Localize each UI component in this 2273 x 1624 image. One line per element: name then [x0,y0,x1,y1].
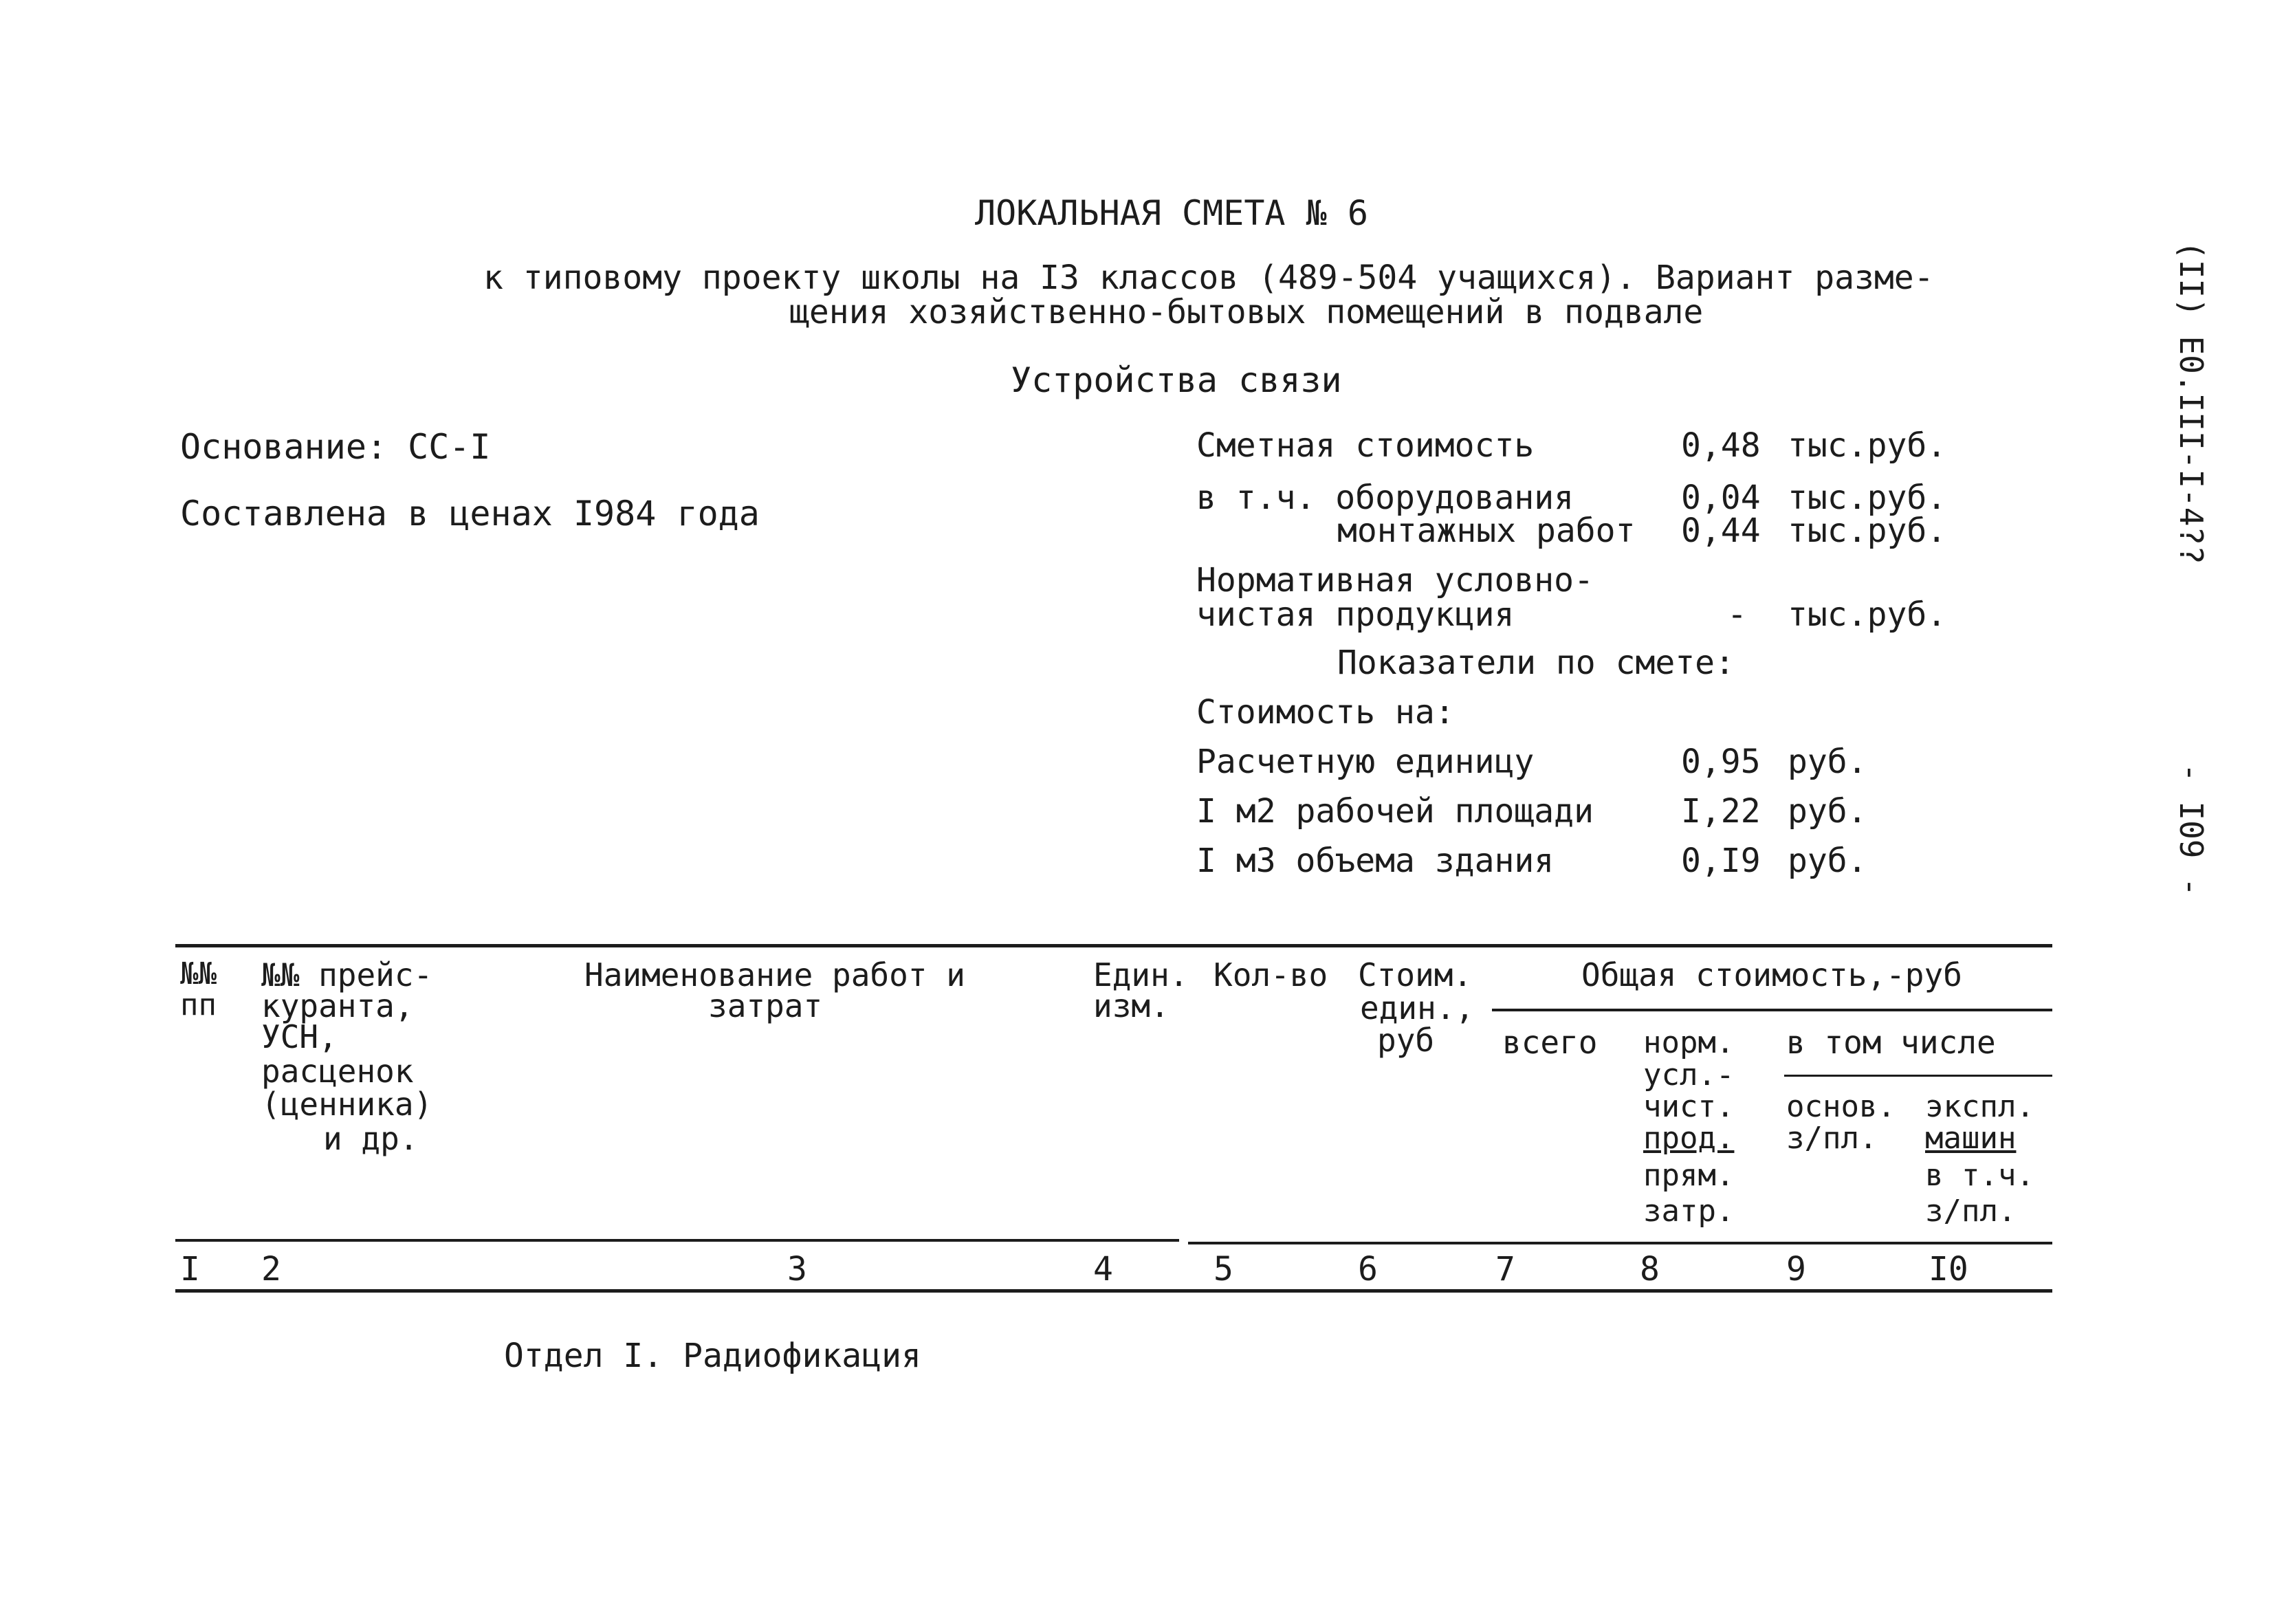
column-number-8: 8 [1640,1250,1660,1288]
section-title-radiofication: Отдел I. Радиофикация [504,1337,921,1375]
col4-header-line1: Един. [1093,956,1189,994]
col9-header-line2: з/пл. [1786,1121,1878,1156]
col2-header-line2: куранта, [261,987,414,1024]
column-number-5: 5 [1214,1250,1233,1288]
column-number-9: 9 [1786,1250,1806,1288]
col10-header-line4: з/пл. [1925,1194,2017,1229]
normative-unit: тыс.руб. [1788,595,1947,634]
installation-unit: тыс.руб. [1788,512,1947,550]
col2-header-line3: УСН, [261,1018,338,1055]
indicator-label-unit: Расчетную единицу [1196,743,1535,781]
col3-header-line1: Наименование работ и [584,956,965,994]
estimated-cost-unit: тыс.руб. [1788,426,1947,465]
col9-header-line1: основ. [1786,1089,1896,1124]
col5-header: Кол-во [1214,956,1328,994]
numbers-top-rule-left [175,1239,1179,1242]
prices-label: Составлена в ценах I984 года [180,494,760,534]
installation-value: 0,44 [1681,512,1761,550]
indicator-label-volume: I м3 объема здания [1196,842,1555,880]
col2-header-line4: расценок [261,1053,414,1090]
column-number-2: 2 [261,1250,281,1288]
col8-header-line1: норм. [1643,1025,1735,1060]
total-cost-group-header: Общая стоимость,-руб [1581,956,1962,994]
indicators-title: Показатели по смете: [1337,644,1735,682]
indicator-value-volume: 0,I9 [1681,842,1761,880]
col10-header-line2: машин [1925,1121,2017,1156]
document-title: ЛОКАЛЬНАЯ СМЕТА № 6 [975,193,1368,233]
equipment-label: в т.ч. оборудования [1196,479,1574,517]
col8-header-line4: прод. [1643,1121,1735,1156]
cost-on-label: Стоимость на: [1196,693,1455,732]
indicator-label-area: I м2 рабочей площади [1196,792,1594,831]
col6-header-line2: един., [1360,989,1475,1027]
side-document-code: (II) E0.III-I-4?? [2173,241,2210,564]
vtom-group-rule [1784,1075,2052,1077]
col8-header-line6: затр. [1643,1194,1735,1229]
installation-label: монтажных работ [1337,512,1636,550]
col2-header-line5: (ценника) [261,1086,433,1123]
numbers-top-rule-right [1188,1242,2052,1244]
normative-value: - [1727,595,1747,634]
normative-label-line1: Нормативная условно- [1196,561,1594,600]
normative-label-line2: чистая продукция [1196,595,1515,634]
equipment-value: 0,04 [1681,479,1761,517]
basis-label: Основание: СС-I [180,427,491,467]
column-number-10: I0 [1929,1250,1968,1288]
vtom-group-header: в том числе [1786,1024,1996,1061]
col2-header-line6: и др. [323,1120,419,1157]
table-bottom-rule [175,1289,2052,1293]
indicator-value-area: I,22 [1681,792,1761,831]
col6-header-line3: руб [1377,1022,1435,1059]
col1-header-line1: №№ [180,956,217,991]
document-subtitle-line2: щения хозяйственно-бытовых помещений в подвале [789,293,1704,331]
estimated-cost-value: 0,48 [1681,426,1761,465]
estimated-cost-label: Сметная стоимость [1196,426,1535,465]
equipment-unit: тыс.руб. [1788,479,1947,517]
col10-header-line3: в т.ч. [1925,1158,2034,1193]
col6-header-line1: Стоим. [1358,956,1473,994]
col2-header-line1: №№ прейс- [261,956,433,994]
column-number-4: 4 [1093,1250,1113,1288]
indicator-value-unit: 0,95 [1681,743,1761,781]
col8-header-line2: усл.- [1643,1057,1735,1093]
total-group-rule [1492,1009,2052,1011]
col4-header-line2: изм. [1093,987,1170,1024]
indicator-unit-unit: руб. [1788,743,1867,781]
table-top-rule [175,944,2052,947]
column-number-1: I [180,1250,200,1288]
col1-header-line2: пп [180,987,217,1022]
col7-header: всего [1502,1024,1598,1061]
side-page-number: - I09 - [2173,763,2210,897]
col8-header-line5: прям. [1643,1158,1735,1193]
document-subtitle-line1: к типовому проекту школы на I3 классов (489-504 учащихся). Вариант разме- [483,259,1934,297]
indicator-unit-area: руб. [1788,792,1867,831]
indicator-unit-volume: руб. [1788,842,1867,880]
section-heading: Устройства связи [1011,360,1342,400]
column-number-7: 7 [1495,1250,1515,1288]
column-number-3: 3 [787,1250,807,1288]
col8-header-line3: чист. [1643,1089,1735,1124]
col3-header-line2: затрат [708,987,823,1024]
col10-header-line1: экспл. [1925,1089,2034,1124]
column-number-6: 6 [1358,1250,1378,1288]
